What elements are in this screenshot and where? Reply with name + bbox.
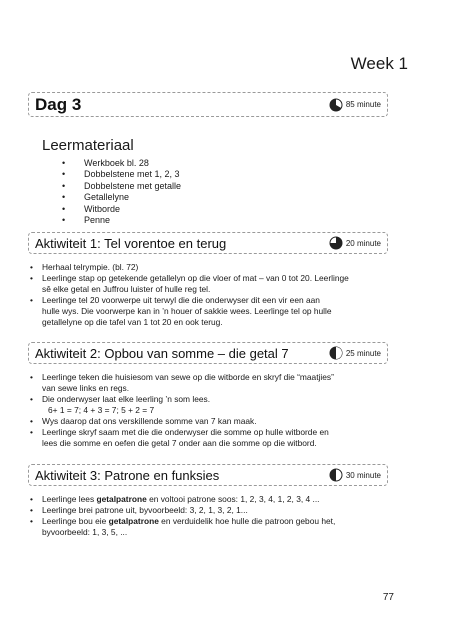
clock-icon bbox=[329, 98, 343, 112]
activity-2-title: Aktiwiteit 2: Opbou van somme – die getal 7 bbox=[35, 345, 289, 361]
list-item: • Getallelyne bbox=[62, 192, 181, 203]
list-item: • Leerlinge bou eie getalpatrone en verduidelik hoe hulle die patroon gebou het, byvoorbeeld: 1, 3, 5, ... bbox=[30, 516, 386, 538]
clock-icon bbox=[329, 236, 343, 250]
list-item: • Leerlinge stap op getekende getallelyn op die vloer of mat – van 0 tot 20. Leerlinge sê elke getal en Juffrou luister of hulle reg tel. bbox=[30, 273, 386, 295]
clock-icon bbox=[329, 346, 343, 360]
day-title: Dag 3 bbox=[35, 94, 82, 114]
materials-heading: Leermateriaal bbox=[42, 137, 134, 154]
list-item: • Leerlinge skryf saam met die die onderwyser die somme op hulle witborde en lees die somme en oefen die getal 7 onder aan die somme op die witbord. bbox=[30, 427, 386, 449]
list-item: • Penne bbox=[62, 215, 181, 226]
list-item: • Leerlinge brei patrone uit, byvoorbeeld: 3, 2, 1, 3, 2, 1... bbox=[30, 505, 386, 516]
activity-1-header bbox=[28, 232, 388, 254]
list-item: • Wys daarop dat ons verskillende somme van 7 kan maak. bbox=[30, 416, 386, 427]
activity-1-duration bbox=[329, 236, 381, 250]
materials-list bbox=[62, 158, 181, 226]
page-number: 77 bbox=[382, 592, 394, 603]
list-item: • Dobbelstene met getalle bbox=[62, 181, 181, 192]
activity-3-title: Aktiwiteit 3: Patrone en funksies bbox=[35, 467, 220, 483]
day-header bbox=[28, 92, 388, 117]
activity-2-list bbox=[30, 372, 386, 449]
activity-3-list bbox=[30, 494, 386, 538]
day-duration bbox=[329, 98, 381, 112]
list-item: • Werkboek bl. 28 bbox=[62, 158, 181, 169]
list-item: • Leerlinge lees getalpatrone en voltooi patrone soos: 1, 2, 3, 4, 1, 2, 3, 4 ... bbox=[30, 494, 386, 505]
activity-1-title: Aktiwiteit 1: Tel vorentoe en terug bbox=[35, 235, 227, 251]
week-label: Week 1 bbox=[350, 54, 408, 73]
list-item: • Herhaal telrympie. (bl. 72) bbox=[30, 262, 386, 273]
activity-2-duration bbox=[329, 346, 381, 360]
day-duration-text: 85 minute bbox=[345, 100, 381, 109]
activity-2-header bbox=[28, 342, 388, 364]
list-item: • Leerlinge tel 20 voorwerpe uit terwyl die die onderwyser dit een vir een aan hulle wys. Die voorwerpe kan in ’n houer of sakkie wees. Leerlinge tel op hulle getallelyne op die tafel van 1 tot 20 en ook terug. bbox=[30, 295, 386, 328]
activity-2-duration-text: 25 minute bbox=[345, 348, 381, 358]
list-item: • Dobbelstene met 1, 2, 3 bbox=[62, 169, 181, 180]
activity-3-duration-text: 30 minute bbox=[345, 470, 381, 480]
clock-icon bbox=[329, 468, 343, 482]
activity-1-duration-text: 20 minute bbox=[345, 238, 381, 248]
activity-3-duration bbox=[329, 468, 381, 482]
list-item: • Die onderwyser laat elke leerling ’n som lees. 6+ 1 = 7; 4 + 3 = 7; 5 + 2 = 7 bbox=[30, 394, 386, 416]
list-item: • Leerlinge teken die huisiesom van sewe op die witborde en skryf die “maatjies” van sewe links en regs. bbox=[30, 372, 386, 394]
list-item: • Witborde bbox=[62, 204, 181, 215]
activity-1-list bbox=[30, 262, 386, 328]
activity-3-header bbox=[28, 464, 388, 486]
